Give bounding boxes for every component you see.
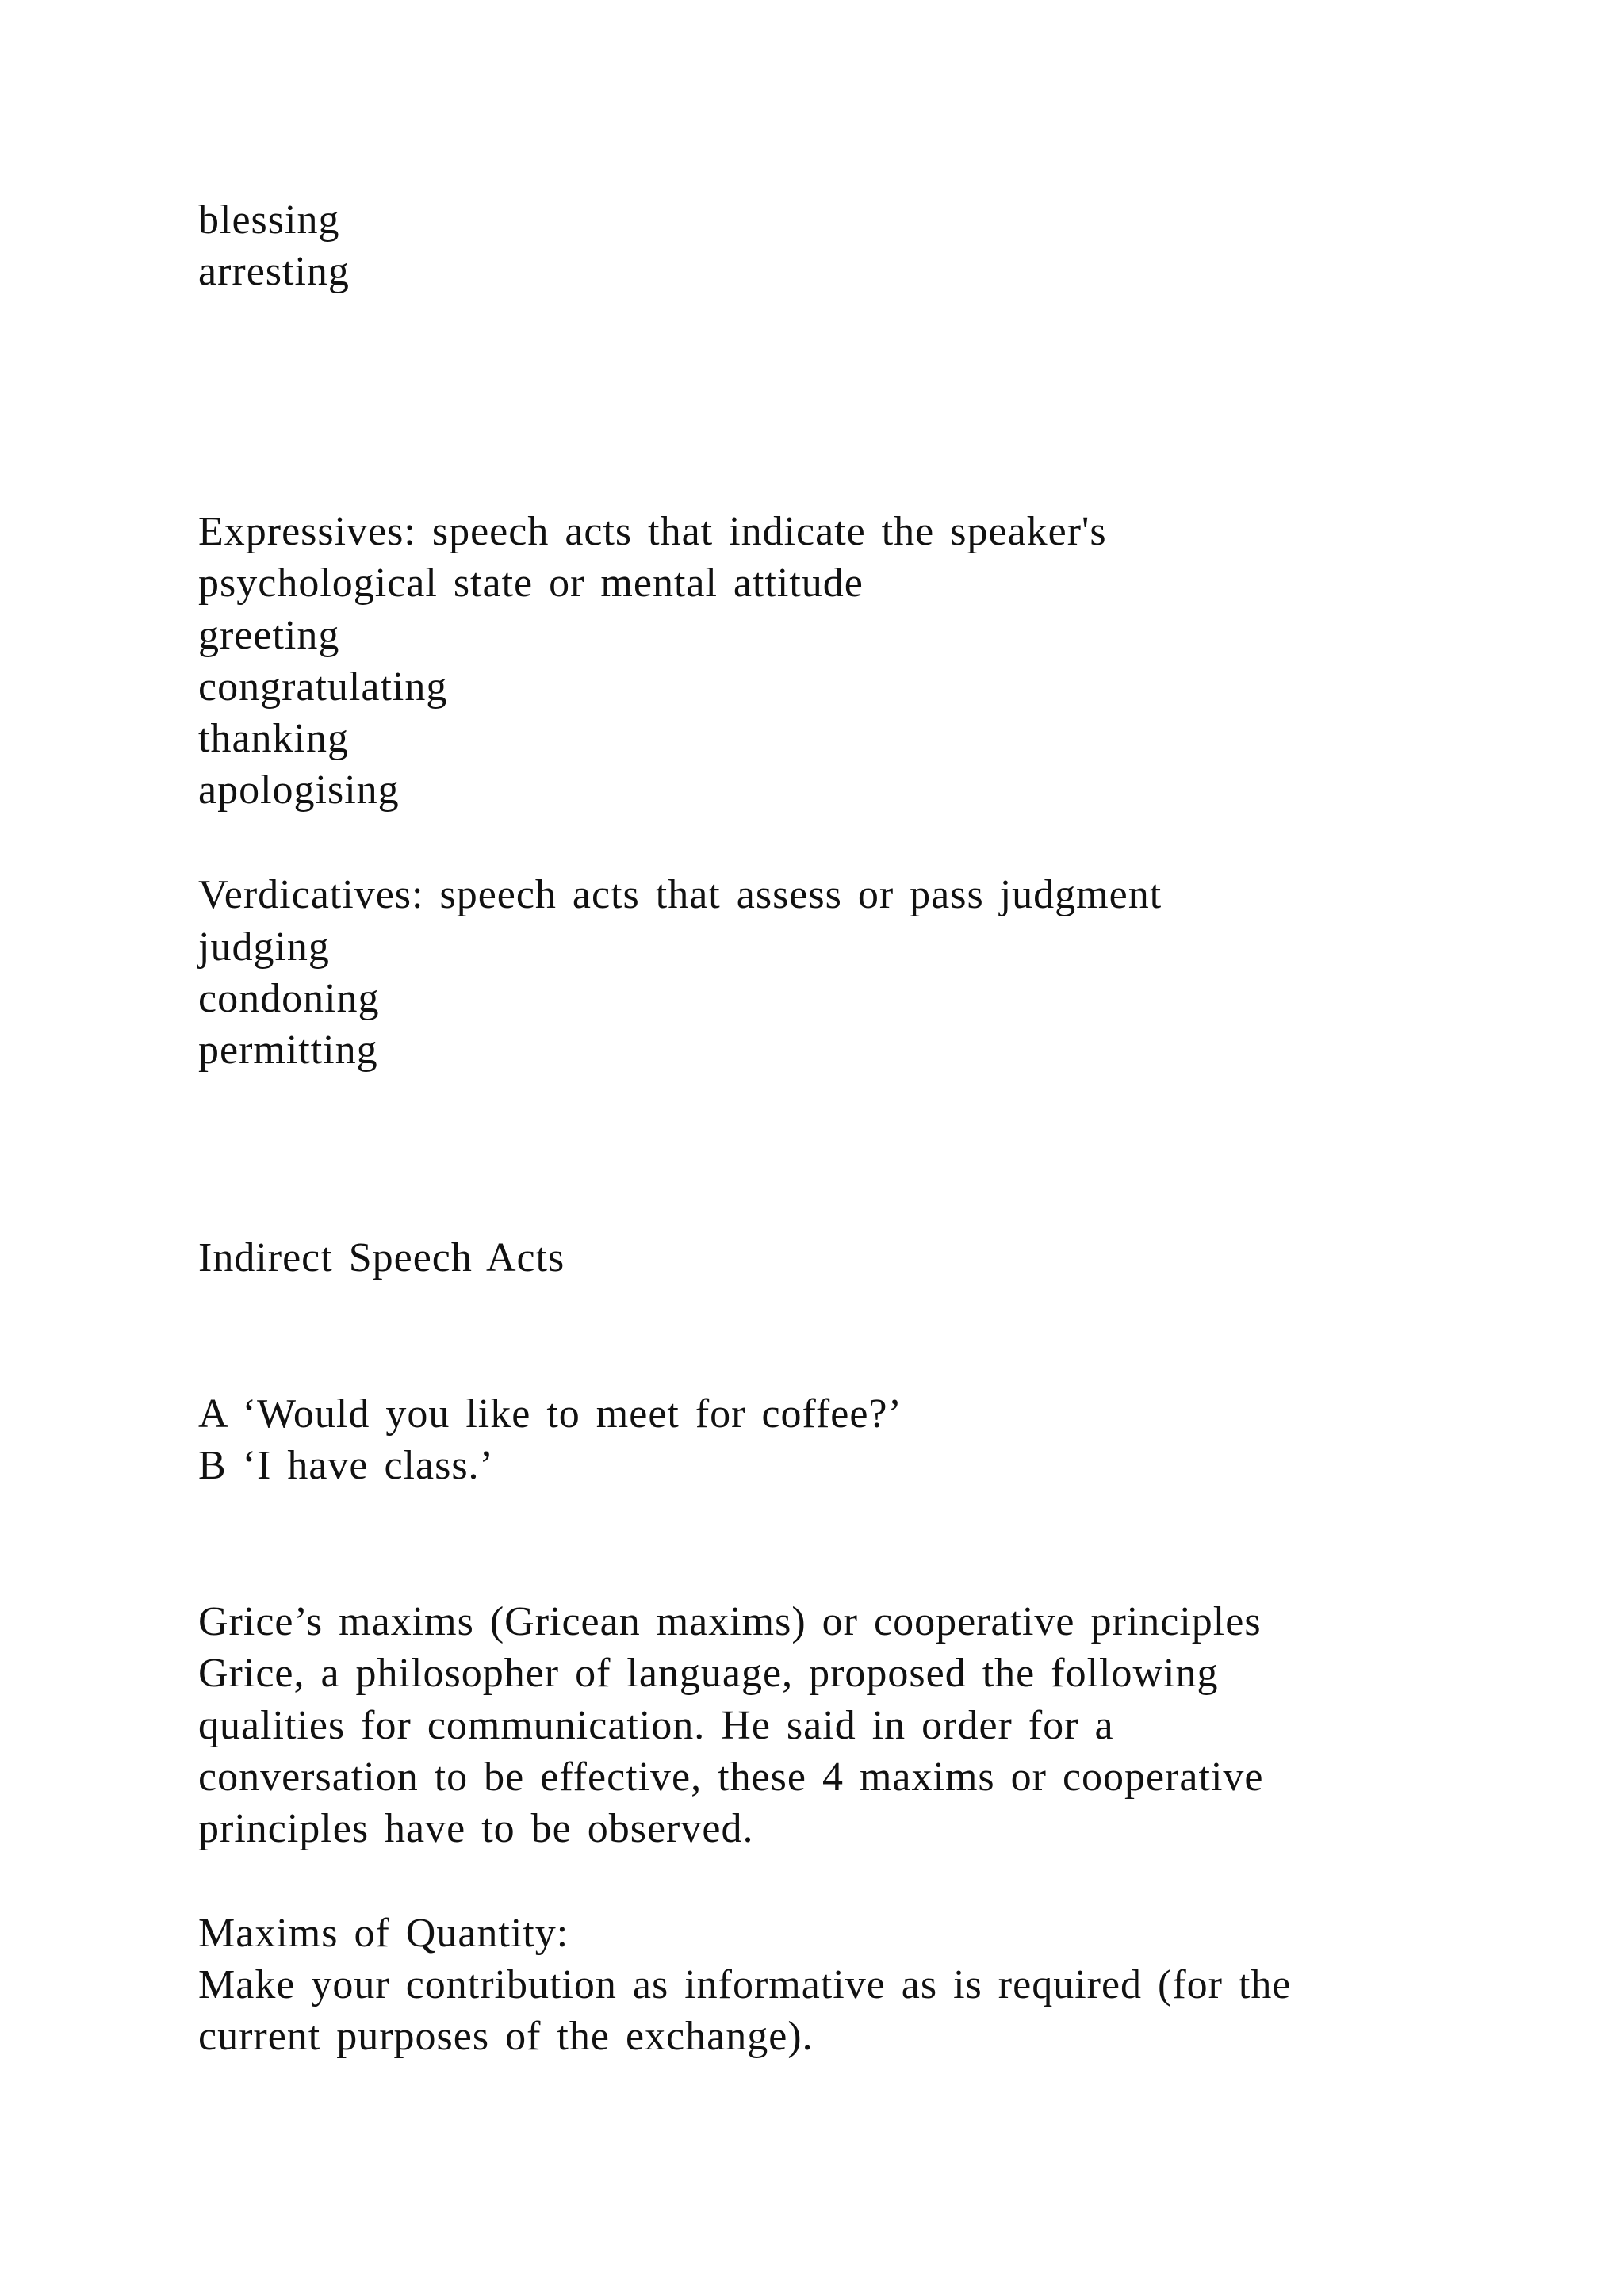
verdicatives-example-judging: judging [198,924,330,970]
grice-paragraph-line-5: principles have to be observed. [198,1806,754,1851]
verdicatives-example-condoning: condoning [198,976,380,1021]
quantity-heading: Maxims of Quantity: [198,1911,569,1956]
dialogue-line-b: B ‘I have class.’ [198,1443,494,1488]
expressives-definition-line-1: Expressives: speech acts that indicate the speaker's [198,509,1107,554]
list-item-arresting: arresting [198,249,350,294]
grice-paragraph-line-1: Grice’s maxims (Gricean maxims) or cooperative principles [198,1599,1262,1644]
grice-paragraph-line-4: conversation to be effective, these 4 maxims or cooperative [198,1755,1264,1800]
expressives-example-thanking: thanking [198,716,349,761]
quantity-line-1: Make your contribution as informative as is required (for the [198,1962,1292,2007]
grice-paragraph-line-3: qualities for communication. He said in order for a [198,1703,1114,1748]
list-item-blessing: blessing [198,197,340,243]
quantity-line-2: current purposes of the exchange). [198,2014,814,2059]
expressives-example-greeting: greeting [198,613,340,658]
expressives-definition-line-2: psychological state or mental attitude [198,561,864,606]
verdicatives-definition: Verdicatives: speech acts that assess or pass judgment [198,872,1162,917]
expressives-example-apologising: apologising [198,767,400,813]
grice-paragraph-line-2: Grice, a philosopher of language, proposed the following [198,1651,1219,1696]
dialogue-line-a: A ‘Would you like to meet for coffee?’ [198,1391,902,1437]
indirect-speech-acts-heading: Indirect Speech Acts [198,1235,565,1280]
verdicatives-example-permitting: permitting [198,1027,378,1073]
expressives-example-congratulating: congratulating [198,664,448,710]
